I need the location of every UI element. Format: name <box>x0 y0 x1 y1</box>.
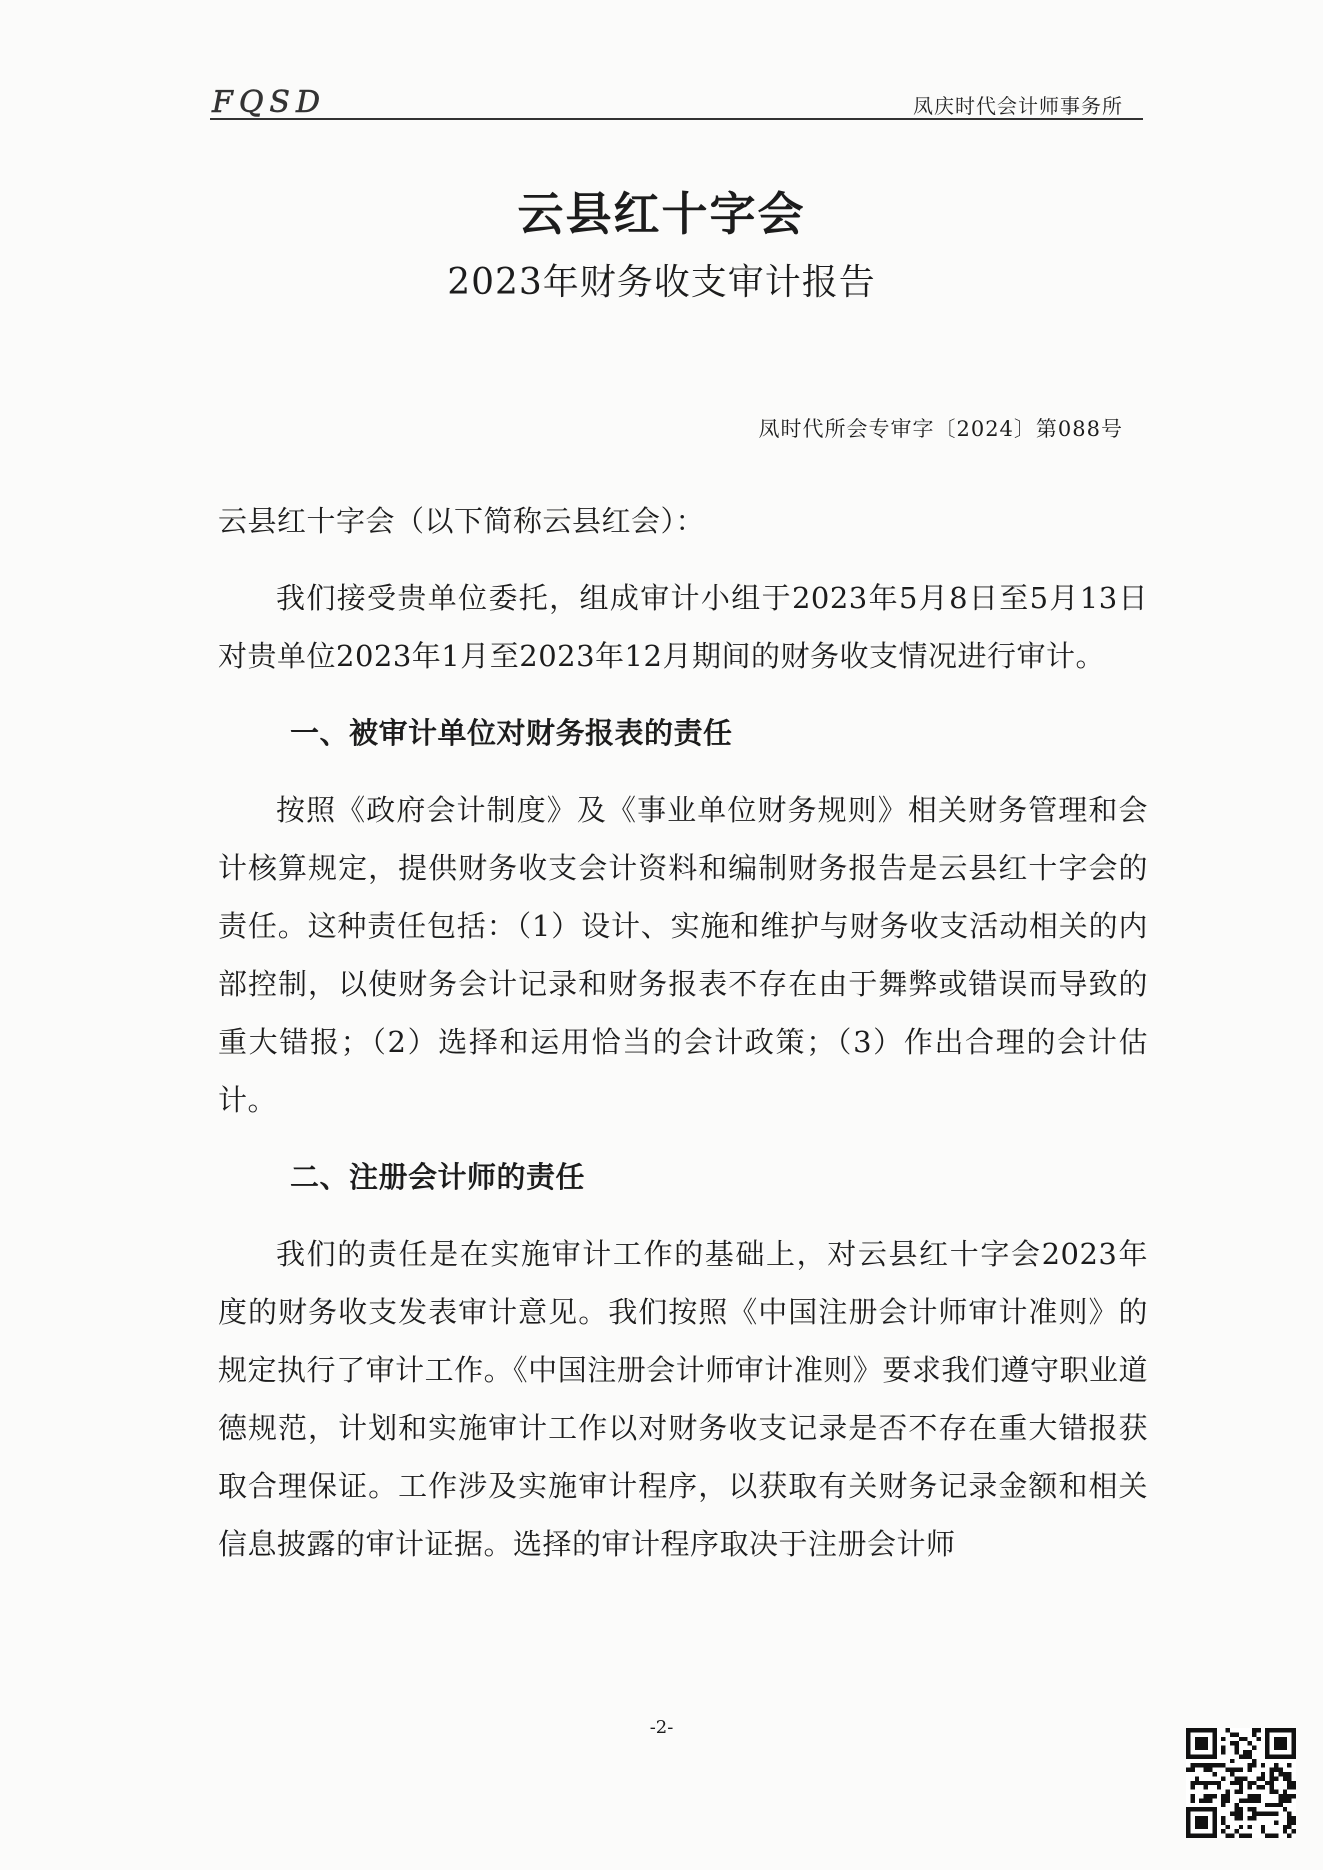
page-number: -2- <box>649 1717 674 1738</box>
firm-logo-text: FQSD <box>212 88 327 118</box>
header-rule <box>210 118 1143 120</box>
section-1-paragraph: 按照《政府会计制度》及《事业单位财务规则》相关财务管理和会计核算规定，提供财务收支会计资料和编制财务报告是云县红十字会的责任。这种责任包括：（1）设计、实施和维护与财务收支活动相关的内部控制，以使财务会计记录和财务报表不存在由于舞弊或错误而导致的重大错报；（2）选择和运用恰当的会计政策；（3）作出合理的会计估计。 <box>218 793 1148 1117</box>
addressee: 云县红十字会（以下简称云县红会）： <box>218 504 706 538</box>
intro-paragraph: 我们接受贵单位委托，组成审计小组于2023年5月8日至5月13日对贵单位2023年1月至2023年12月期间的财务收支情况进行审计。 <box>218 581 1148 673</box>
section-2-heading: 二、注册会计师的责任 <box>290 1160 586 1194</box>
document-subtitle: 2023年财务收支审计报告 <box>447 262 876 303</box>
section-2-paragraph: 我们的责任是在实施审计工作的基础上，对云县红十字会2023年度的财务收支发表审计意见。我们按照《中国注册会计师审计准则》的规定执行了审计工作。《中国注册会计师审计准则》要求我们遵守职业道德规范，计划和实施审计工作以对财务收支记录是否不存在重大错报获取合理保证。工作涉及实施审计程序，以获取有关财务记录金额和相关信息披露的审计证据。选择的审计程序取决于注册会计师 <box>218 1237 1148 1561</box>
reference-number: 凤时代所会专审字〔2024〕第088号 <box>758 417 1123 441</box>
firm-name: 凤庆时代会计师事务所 <box>913 94 1123 118</box>
report-body <box>218 492 1148 1592</box>
firm-logo <box>210 88 440 118</box>
section-1-heading: 一、被审计单位对财务报表的责任 <box>290 716 733 750</box>
qr-code-icon <box>1186 1728 1296 1838</box>
document-title: 云县红十字会 <box>517 187 806 241</box>
